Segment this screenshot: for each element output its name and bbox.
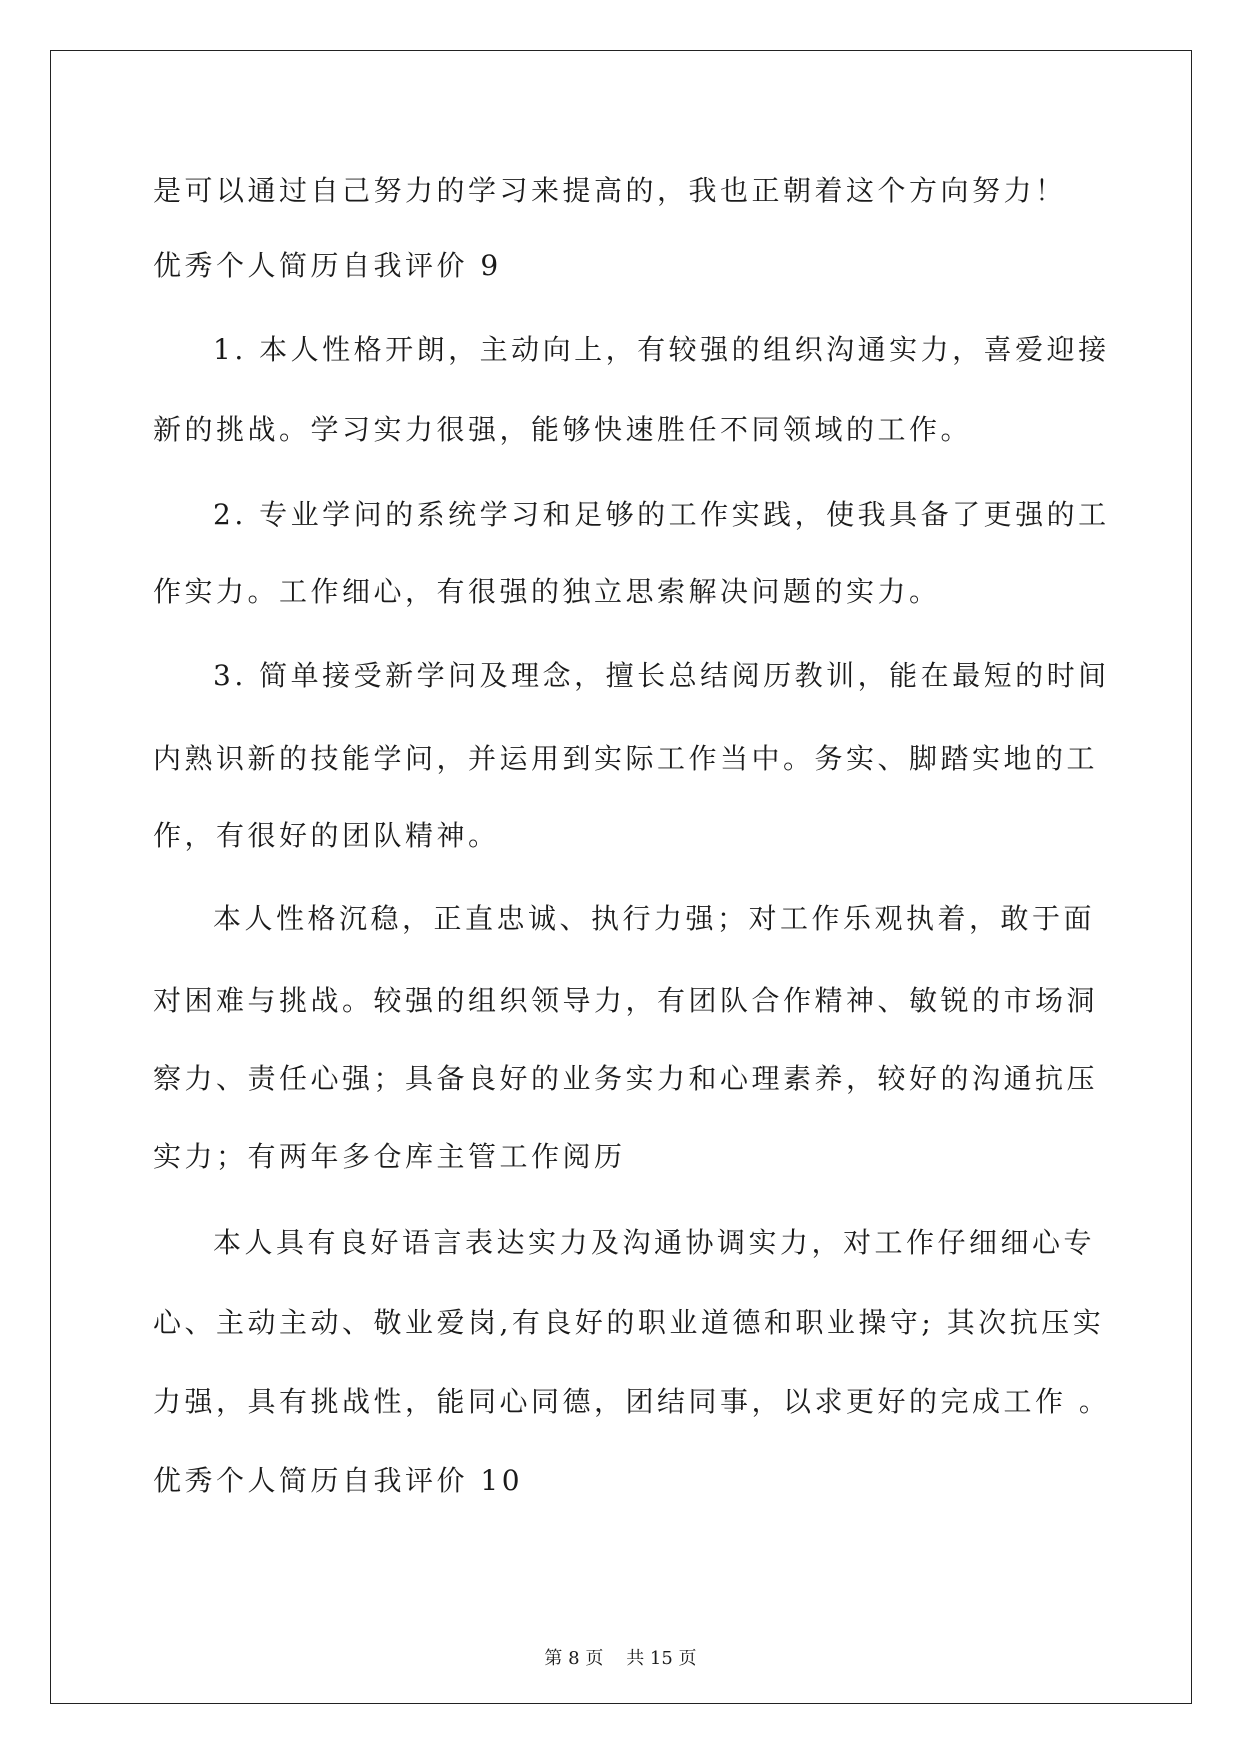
page-border: [50, 50, 1192, 1704]
paragraph-line: 3. 简单接受新学问及理念，擅长总结阅历教训，能在最短的时间: [213, 659, 1110, 692]
paragraph-line: 对困难与挑战。较强的组织领导力，有团队合作精神、敏锐的市场洞: [153, 984, 1099, 1017]
paragraph-line: 内熟识新的技能学问，并运用到实际工作当中。务实、脚踏实地的工: [153, 742, 1099, 775]
section-heading: 优秀个人简历自我评价 10: [153, 1464, 524, 1497]
paragraph-line: 本人性格沉稳，正直忠诚、执行力强；对工作乐观执着，敢于面: [213, 902, 1096, 935]
paragraph-line: 本人具有良好语言表达实力及沟通协调实力，对工作仔细细心专: [213, 1226, 1096, 1259]
paragraph-line: 心、主动主动、敬业爱岗,有良好的职业道德和职业操守; 其次抗压实: [153, 1306, 1105, 1339]
paragraph-line: 作，有很好的团队精神。: [153, 819, 500, 852]
paragraph-line: 作实力。工作细心，有很强的独立思索解决问题的实力。: [153, 575, 941, 608]
page-number-footer: 第 8 页 共 15 页: [544, 1648, 697, 1669]
section-heading: 优秀个人简历自我评价 9: [153, 249, 502, 282]
paragraph-line: 力强，具有挑战性，能同心同德，团结同事，以求更好的完成工作 。: [153, 1385, 1111, 1418]
paragraph-line: 2. 专业学问的系统学习和足够的工作实践，使我具备了更强的工: [213, 498, 1110, 531]
paragraph-line: 实力；有两年多仓库主管工作阅历: [153, 1140, 626, 1173]
paragraph-line: 1. 本人性格开朗，主动向上，有较强的组织沟通实力，喜爱迎接: [213, 333, 1110, 366]
paragraph-line: 察力、责任心强；具备良好的业务实力和心理素养，较好的沟通抗压: [153, 1062, 1099, 1095]
paragraph-line: 新的挑战。学习实力很强，能够快速胜任不同领域的工作。: [153, 413, 973, 446]
paragraph-line: 是可以通过自己努力的学习来提高的，我也正朝着这个方向努力！: [153, 174, 1067, 207]
